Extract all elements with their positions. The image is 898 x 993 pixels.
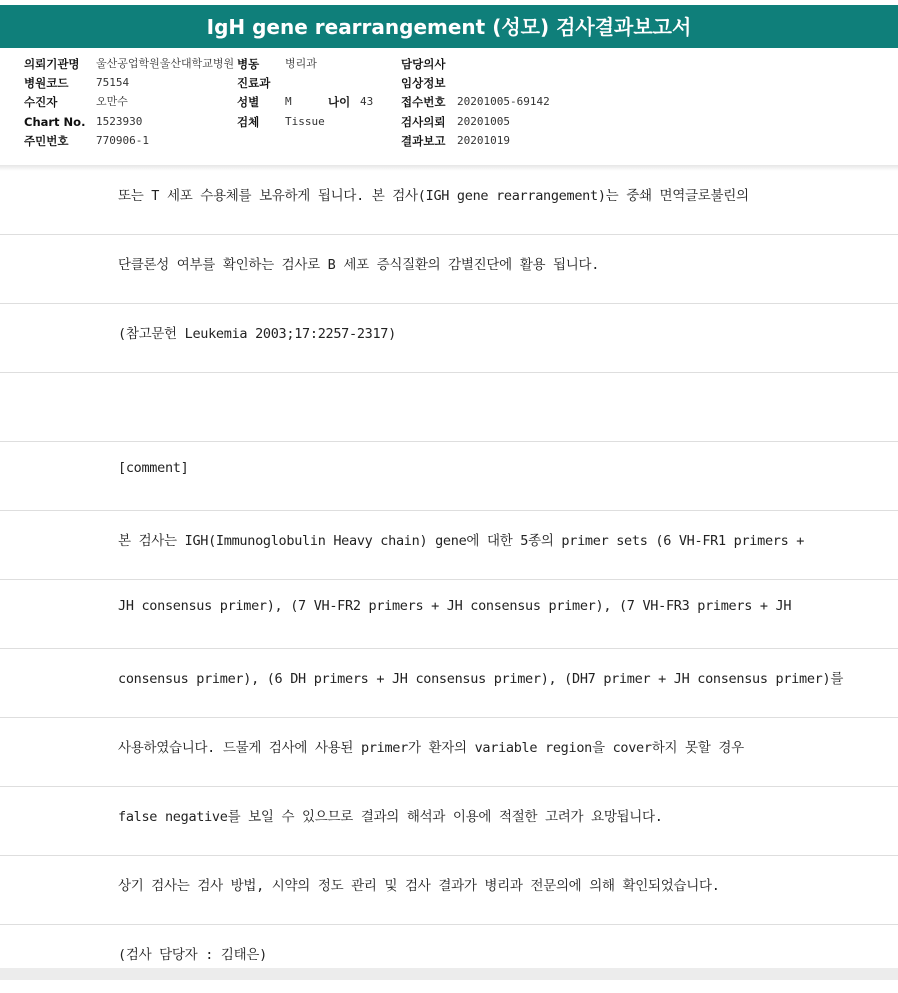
content-line [0, 235, 898, 304]
clinical-info-label: 임상정보 [401, 76, 446, 90]
content-line-text: 상기 검사는 검사 방법, 시약의 정도 관리 및 검사 결과가 병리과 전문의에 의해 확인되었습니다. [118, 878, 720, 894]
age-value: 43 [360, 95, 374, 108]
content-line [0, 304, 898, 373]
specimen-label: 검체 [237, 115, 260, 129]
content-line-text: 단클론성 여부를 확인하는 검사로 B 세포 증식질환의 감별진단에 활용 됩니다. [118, 257, 600, 273]
content-line [0, 787, 898, 856]
accession-no-label: 접수번호 [401, 95, 446, 109]
specimen-value: Tissue [285, 115, 325, 128]
content-line-text: false negative를 보일 수 있으므로 결과의 해석과 이용에 적절한 고려가 요망됩니다. [118, 809, 663, 825]
content-line [0, 649, 898, 718]
patient-label: 수진자 [24, 95, 58, 109]
institution-value: 울산공업학원울산대학교병원 [96, 57, 235, 70]
report-title-bar [0, 6, 898, 48]
hospital-code-value: 75154 [96, 76, 130, 89]
content-line-tester [0, 925, 898, 993]
content-line-empty [0, 373, 898, 442]
hospital-code-label: 병원코드 [24, 76, 69, 90]
request-date-label: 검사의뢰 [401, 115, 446, 129]
sex-label: 성별 [237, 95, 260, 109]
tester-text: (검사 담당자 : 김태은) [118, 947, 267, 963]
resident-no-label: 주민번호 [24, 134, 69, 148]
resident-no-value: 770906-1 [96, 134, 149, 147]
department-label: 진료과 [237, 76, 271, 90]
patient-info-header [0, 50, 898, 166]
header-shadow [0, 165, 898, 171]
report-title: IgH gene rearrangement (성모) 검사결과보고서 [206, 15, 692, 39]
report-date-label: 결과보고 [401, 134, 446, 148]
content-line-text: JH consensus primer), (7 VH-FR2 primers + JH consensus primer), (7 VH-FR3 primers + JH [118, 598, 792, 614]
report-date-value: 20201019 [457, 134, 510, 147]
content-line-text: 또는 T 세포 수용체를 보유하게 됩니다. 본 검사(IGH gene rearrangement)는 중쇄 면역글로불린의 [118, 188, 749, 204]
content-line [0, 166, 898, 235]
bottom-scroll-strip [0, 968, 898, 980]
content-line-text: 본 검사는 IGH(Immunoglobulin Heavy chain) gene에 대한 5종의 primer sets (6 VH-FR1 primers + [118, 533, 805, 549]
content-line [0, 856, 898, 925]
content-line-comment-heading [0, 442, 898, 511]
content-line-text: consensus primer), (6 DH primers + JH consensus primer), (DH7 primer + JH consensus primer)를 [118, 671, 844, 687]
content-line-text: 사용하였습니다. 드물게 검사에 사용된 primer가 환자의 variable region을 cover하지 못할 경우 [118, 740, 744, 756]
request-date-value: 20201005 [457, 115, 510, 128]
institution-label: 의뢰기관명 [24, 57, 80, 71]
chart-no-label: Chart No. [24, 115, 86, 129]
patient-value: 오만수 [96, 95, 128, 108]
content-line [0, 580, 898, 649]
comment-heading: [comment] [118, 460, 189, 476]
ward-label: 병동 [237, 57, 260, 71]
chart-no-value: 1523930 [96, 115, 143, 128]
physician-label: 담당의사 [401, 57, 446, 71]
content-line [0, 718, 898, 787]
sex-value: M [285, 95, 292, 108]
age-label: 나이 [328, 95, 351, 109]
accession-no-value: 20201005-69142 [457, 95, 550, 108]
ward-value: 병리과 [285, 57, 317, 70]
content-line [0, 511, 898, 580]
content-line-text: (참고문헌 Leukemia 2003;17:2257-2317) [118, 326, 396, 342]
